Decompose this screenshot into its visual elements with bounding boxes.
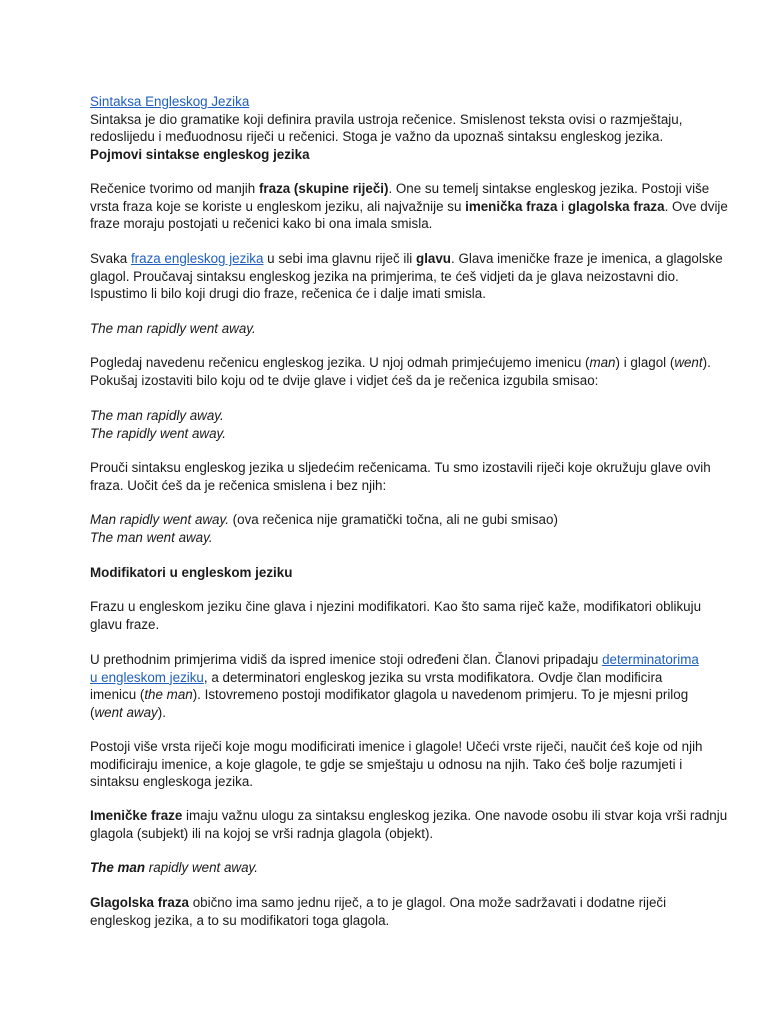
bold-text: imenička fraza	[465, 198, 558, 214]
example-text: The man rapidly away.	[90, 408, 224, 423]
example-sentences-3	[90, 511, 690, 546]
text: Pogledaj navedenu rečenicu engleskog jezika. U njoj odmah primjećujemo imenicu (	[90, 355, 590, 370]
text: glagola (subjekt) ili na kojoj se vrši radnja glagola (objekt).	[90, 825, 434, 841]
text: u sebi ima glavnu riječ ili	[263, 251, 417, 266]
paragraph-look	[90, 354, 711, 389]
bold-text: glagolska fraza	[567, 198, 665, 214]
text: sintaksu engleskoga jezika.	[90, 774, 254, 790]
text: glavu fraze.	[90, 616, 160, 632]
example-text: Man rapidly went away.	[90, 512, 229, 527]
text: . Ove dvije	[664, 198, 728, 214]
text: Postoji više vrsta riječi koje mogu modificirati imenice i glagole! Učeći vrste riječi, naučit ćeš koje od njih	[90, 739, 703, 754]
example-sentence-4	[90, 859, 690, 877]
bold-text: Imeničke fraze	[90, 808, 183, 823]
paragraph-phrases	[90, 180, 728, 233]
bold-text: glavu	[416, 251, 451, 266]
intro-section	[90, 93, 690, 163]
section-heading-modifiers: Modifikatori u engleskom jeziku	[90, 565, 293, 580]
text: fraze moraju postojati u rečenici kako bi ona imala smisla.	[90, 216, 433, 232]
paragraph-modifiers	[90, 598, 702, 633]
text: ) i glagol (	[615, 355, 675, 370]
example-text: The man rapidly went away.	[90, 321, 256, 336]
text: , a determinatori engleskog jezika su vrsta modifikatora. Ovdje član modificira	[203, 669, 663, 685]
example-text: rapidly went away.	[145, 860, 258, 875]
text: Prouči sintaksu engleskog jezika u sljedećim rečenicama. Tu smo izostavili riječi koje okružuju glave ovih	[90, 460, 711, 475]
text: (ova rečenica nije gramatički točna, ali ne gubi smisao)	[228, 512, 558, 527]
text: imenicu (	[90, 687, 145, 703]
example-sentence-1	[90, 320, 690, 338]
text: ). Istovremeno postoji modifikator glagola u navedenom primjeru. To je mjesni prilog	[192, 687, 689, 703]
intro-line-2: redoslijedu i međuodnosu riječi u rečenici. Stoga je važno da upoznaš sintaksu engleskog jezika.	[90, 129, 664, 145]
section-heading-syntax-terms: Pojmovi sintakse engleskog jezika	[90, 146, 310, 162]
paragraph-determiners	[90, 651, 699, 721]
italic-text: went	[674, 355, 703, 370]
text: (	[90, 704, 95, 720]
bold-text: Glagolska fraza	[90, 895, 189, 910]
intro-line-1: Sintaksa je dio gramatike koji definira pravila ustroja rečenice. Smislenost teksta ovisi o razmještaju,	[90, 111, 683, 127]
paragraph-study	[90, 459, 711, 494]
text: Frazu u engleskom jeziku čine glava i njezini modifikatori. Kao što sama riječ kaže, modifikatori oblikuju	[90, 599, 702, 614]
example-text: The rapidly went away.	[90, 425, 226, 441]
italic-text: went away	[94, 704, 158, 720]
heading-modifiers-block	[90, 564, 690, 582]
determiners-link[interactable]: determinatorima	[602, 652, 699, 667]
bold-italic-text: The man	[90, 860, 146, 875]
text: vrsta fraza koje se koriste u engleskom jeziku, ali najvažnije su	[90, 198, 466, 214]
example-sentences-2	[90, 407, 690, 442]
bold-text: fraza (skupine riječi)	[258, 181, 389, 196]
text: Svaka	[90, 251, 131, 266]
text: obično ima samo jednu riječ, a to je glagol. Ona može sadržavati i dodatne riječi	[189, 895, 667, 910]
text: Pokušaj izostaviti bilo koju od te dvije glave i vidjet ćeš da je rečenica izgubila smisao:	[90, 372, 599, 388]
text: . Glava imeničke fraze je imenica, a glagolske	[451, 251, 723, 266]
paragraph-verb-phrase	[90, 894, 690, 929]
title-link[interactable]: Sintaksa Engleskog Jezika	[90, 94, 250, 109]
determiners-link[interactable]: u engleskom jeziku	[90, 669, 204, 685]
paragraph-word-types	[90, 738, 703, 791]
text: i	[557, 198, 568, 214]
text: ).	[157, 704, 166, 720]
text: glagol. Proučavaj sintaksu engleskog jezika na primjerima, te ćeš vidjeti da je glava neizostavni dio.	[90, 268, 679, 284]
example-text: The man went away.	[90, 529, 213, 545]
text: ).	[702, 355, 711, 370]
text: Ispustimo li bilo koji drugi dio fraze, rečenica će i dalje imati smisla.	[90, 286, 486, 302]
text: fraza. Uočit ćeš da je rečenica smislena i bez njih:	[90, 477, 387, 493]
text: imaju važnu ulogu za sintaksu engleskog jezika. One navode osobu ili stvar koja vrši radnju	[182, 808, 728, 823]
phrase-link[interactable]: fraza engleskog jezika	[130, 251, 264, 266]
text: Rečenice tvorimo od manjih	[90, 181, 259, 196]
text: engleskog jezika, a to su modifikatori toga glagola.	[90, 912, 390, 928]
text: . One su temelj sintakse engleskog jezika. Postoji više	[388, 181, 710, 196]
text: U prethodnim primjerima vidiš da ispred imenice stoji određeni član. Članovi pripadaju	[90, 652, 603, 667]
italic-text: the man	[144, 687, 193, 703]
paragraph-noun-phrases	[90, 807, 728, 842]
paragraph-head	[90, 250, 723, 303]
text: modificiraju imenice, a koje glagole, te gdje se smještaju u odnosu na njih. Tako ćeš bolje razumjeti i	[90, 756, 683, 772]
italic-text: man	[589, 355, 616, 370]
